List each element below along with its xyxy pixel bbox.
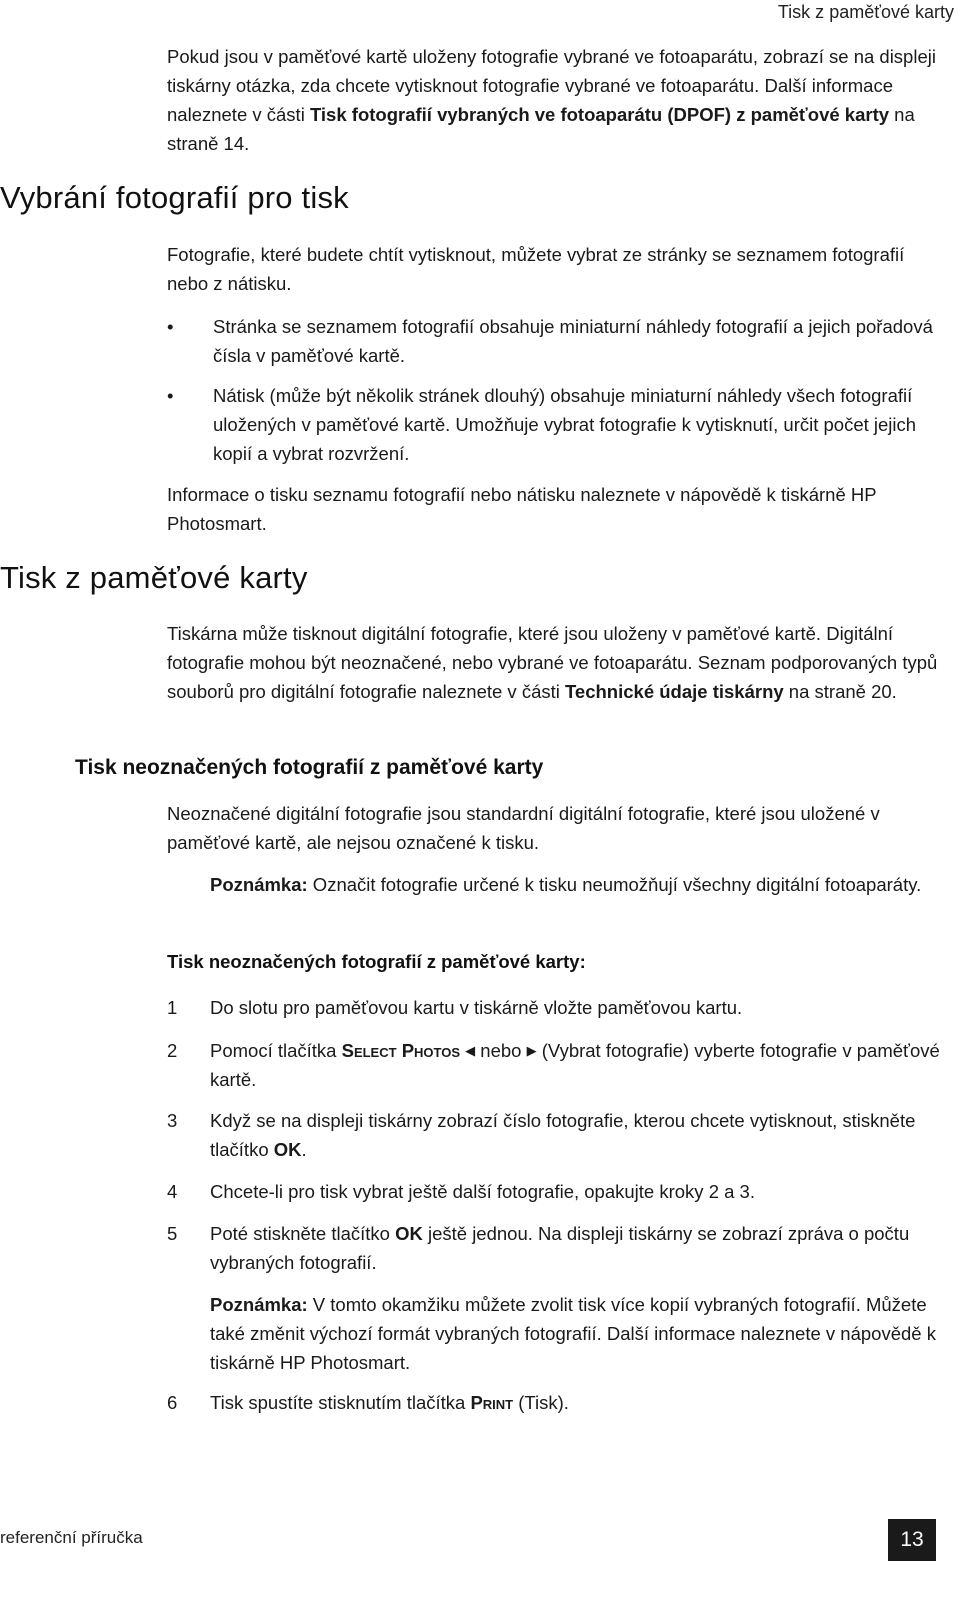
print-paragraph: Tiskárna může tisknout digitální fotografie, které jsou uloženy v paměťové kartě. Digitální fotografie mohou být neoznačené, nebo vybrané ve fotoaparátu. Seznam podporovaných typů souborů pro digitální fotografie naleznete v části Technické údaje tiskárny na straně 20. [167, 623, 938, 702]
document-page: Tisk z paměťové karty Pokud jsou v paměťové kartě uloženy fotografie vybrané ve fotoaparátu, zobrazí se na displeji tiskárny otázka, zda chcete vytisknout fotografie vybrané ve fotoaparátu. Další informace naleznete v části Tisk fotografií vybraných ve fotoaparátu (DPOF) z paměťové karty na straně 14. Vybrání fotografií pro tisk Fotografie, které budete chtít vytisknout, můžete vybrat ze stránky se seznamem fotografií nebo z nátisku. • Stránka se seznamem fotografií obsahuje miniaturní náhledy fotografií a jejich pořadová čísla v paměťové kartě. • Nátisk (může být několik stránek dlouhý) obsahuje miniaturní náhledy všech fotografií uložených v paměťové kartě. Umožňuje vybrat fotografie k vytisknutí, určit počet jejich kopií a vybrat rozvržení. Informace o tisku seznamu fotografií nebo nátisku naleznete v nápovědě k tiskárně HP Photosmart. Tisk z paměťové karty Tiskárna může tisknout digitální fotografie, které jsou uloženy v paměťové kartě. Digitální fotografie mohou být neoznačené, nebo vybrané ve fotoaparátu. Seznam podporovaných typů souborů pro digitální fotografie naleznete v části Technické údaje tiskárny na straně 20. Tisk neoznačených fotografií z paměťové karty Neoznačené digitální fotografie jsou standardní digitální fotografie, které jsou uložené v paměťové kartě, ale nejsou označené k tisku. Poznámka: Označit fotografie určené k tisku neumožňují všechny digitální fotoaparáty. Tisk neoznačených fotografií z paměťové karty: 1 Do slotu pro paměťovou kartu v tiskárně vložte paměťovou kartu. 2 Pomocí tlačítka Select Photos ◀ nebo ▶ (Vybrat fotografie) vyberte fotografie v paměťové kartě. 3 Když se na displeji tiskárny zobrazí číslo fotografie, kterou chcete vytisknout, stiskněte tlačítko OK. 4 Chcete-li pro tisk vybrat ještě další fotografie, opakujte kroky 2 a 3. 5 Poté stiskněte tlačítko OK ještě jednou. Na displeji tiskárny se zobrazí zpráva o počtu vybraných fotografií. Poznámka: V tomto okamžiku můžete zvolit tisk více kopií vybraných fotografií. Můžete také změnit výchozí formát vybraných fotografií. Další informace naleznete v nápovědě k tiskárně HP Photosmart. 6 Tisk spustíte stisknutím tlačítka Print (Tisk). referenční příručka 13 [0, 0, 960, 1603]
step-number: 1 [167, 997, 178, 1018]
section-heading-print: Tisk z paměťové karty [0, 560, 308, 595]
note-label: Poznámka: [210, 874, 308, 895]
running-header: Tisk z paměťové karty [777, 2, 954, 22]
procedure-heading: Tisk neoznačených fotografií z paměťové karty: [167, 951, 586, 972]
print-button-label: Print [470, 1392, 514, 1413]
ok-button-label: OK [395, 1223, 423, 1244]
step-number: 3 [167, 1110, 178, 1131]
cross-reference-link[interactable]: Technické údaje tiskárny [565, 681, 784, 702]
step-number: 5 [167, 1223, 178, 1244]
cross-reference-link[interactable]: Tisk fotografií vybraných ve fotoaparátu (DPOF) z paměťové karty [309, 104, 890, 125]
bullet-icon: • [167, 316, 174, 337]
bullet-icon: • [167, 385, 174, 406]
section-heading-select: Vybrání fotografií pro tisk [0, 180, 349, 215]
left-arrow-icon: ◀ [465, 1043, 476, 1058]
unmarked-paragraph: Neoznačené digitální fotografie jsou standardní digitální fotografie, které jsou uložené v paměťové kartě, ale nejsou označené k tisku. [167, 803, 880, 853]
select-paragraph: Fotografie, které budete chtít vytisknout, můžete vybrat ze stránky se seznamem fotografií nebo z nátisku. [167, 244, 905, 294]
footer-title: referenční příručka [0, 1528, 143, 1547]
note-box: Poznámka: Označit fotografie určené k tisku neumožňují všechny digitální fotoaparáty. [210, 874, 922, 895]
step-number: 4 [167, 1181, 178, 1202]
select-info-paragraph: Informace o tisku seznamu fotografií nebo nátisku naleznete v nápovědě k tiskárně HP Photosmart. [167, 484, 877, 534]
step-number: 2 [167, 1040, 178, 1061]
right-arrow-icon: ▶ [526, 1043, 537, 1058]
note-box: Poznámka: V tomto okamžiku můžete zvolit tisk více kopií vybraných fotografií. Můžete také změnit výchozí formát vybraných fotografií. Další informace naleznete v nápovědě k tiskárně HP Photosmart. [210, 1294, 936, 1373]
note-label: Poznámka: [210, 1294, 308, 1315]
ok-button-label: OK [273, 1139, 302, 1160]
subsection-heading: Tisk neoznačených fotografií z paměťové karty [75, 756, 544, 779]
step-number: 6 [167, 1392, 178, 1413]
page-number: 13 [888, 1519, 936, 1561]
intro-paragraph: Pokud jsou v paměťové kartě uloženy fotografie vybrané ve fotoaparátu, zobrazí se na displeji tiskárny otázka, zda chcete vytisknout fotografie vybrané ve fotoaparátu. Další informace naleznete v části Tisk fotografií vybraných ve fotoaparátu (DPOF) z paměťové karty na straně 14. [167, 46, 936, 154]
select-photos-button-label: Select Photos [341, 1040, 461, 1061]
